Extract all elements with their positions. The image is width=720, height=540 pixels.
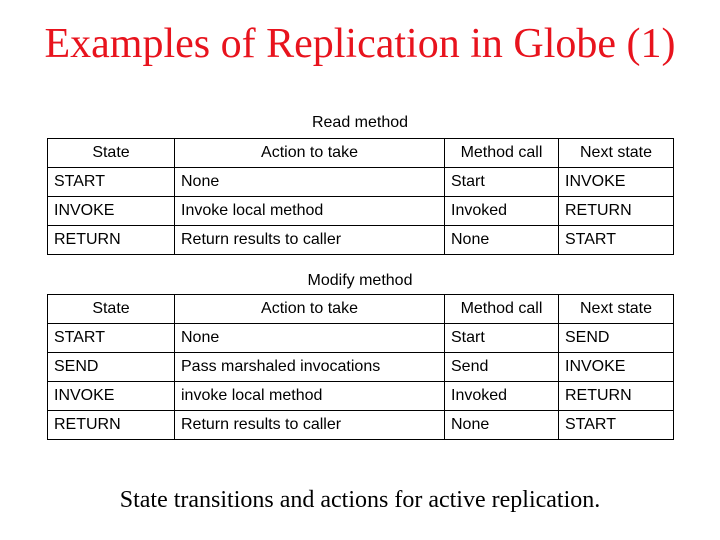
header-action: Action to take [175, 139, 445, 168]
state-cell: START [48, 168, 175, 197]
method-call-cell: Start [445, 168, 559, 197]
header-state: State [48, 139, 175, 168]
next-state-cell: INVOKE [559, 353, 674, 382]
header-action: Action to take [175, 295, 445, 324]
state-cell: SEND [48, 353, 175, 382]
method-call-cell: None [445, 411, 559, 440]
action-cell: None [175, 324, 445, 353]
modify-method-table [47, 294, 674, 440]
state-cell: INVOKE [48, 197, 175, 226]
table-header-row [48, 295, 674, 324]
action-cell: invoke local method [175, 382, 445, 411]
header-state: State [48, 295, 175, 324]
table-row [48, 411, 674, 440]
action-cell: Invoke local method [175, 197, 445, 226]
state-cell: START [48, 324, 175, 353]
method-call-cell: Send [445, 353, 559, 382]
table-row [48, 324, 674, 353]
next-state-cell: RETURN [559, 382, 674, 411]
next-state-cell: SEND [559, 324, 674, 353]
table-row [48, 382, 674, 411]
next-state-cell: INVOKE [559, 168, 674, 197]
slide-title: Examples of Replication in Globe (1) [44, 21, 676, 67]
header-method-call: Method call [445, 139, 559, 168]
next-state-cell: RETURN [559, 197, 674, 226]
state-cell: RETURN [48, 226, 175, 255]
header-next-state: Next state [559, 139, 674, 168]
next-state-cell: START [559, 226, 674, 255]
modify-method-caption: Modify method [307, 272, 413, 289]
method-call-cell: Invoked [445, 197, 559, 226]
read-method-caption: Read method [311, 114, 409, 131]
method-call-cell: Start [445, 324, 559, 353]
header-next-state: Next state [559, 295, 674, 324]
table-row [48, 226, 674, 255]
method-call-cell: None [445, 226, 559, 255]
action-cell: None [175, 168, 445, 197]
state-cell: INVOKE [48, 382, 175, 411]
table-row [48, 353, 674, 382]
action-cell: Pass marshaled invocations [175, 353, 445, 382]
method-call-cell: Invoked [445, 382, 559, 411]
table-row [48, 197, 674, 226]
action-cell: Return results to caller [175, 411, 445, 440]
state-cell: RETURN [48, 411, 175, 440]
footer-caption: State transitions and actions for active replication. [119, 487, 601, 513]
table-row [48, 168, 674, 197]
action-cell: Return results to caller [175, 226, 445, 255]
next-state-cell: START [559, 411, 674, 440]
header-method-call: Method call [445, 295, 559, 324]
read-method-table [47, 138, 674, 255]
table-header-row [48, 139, 674, 168]
